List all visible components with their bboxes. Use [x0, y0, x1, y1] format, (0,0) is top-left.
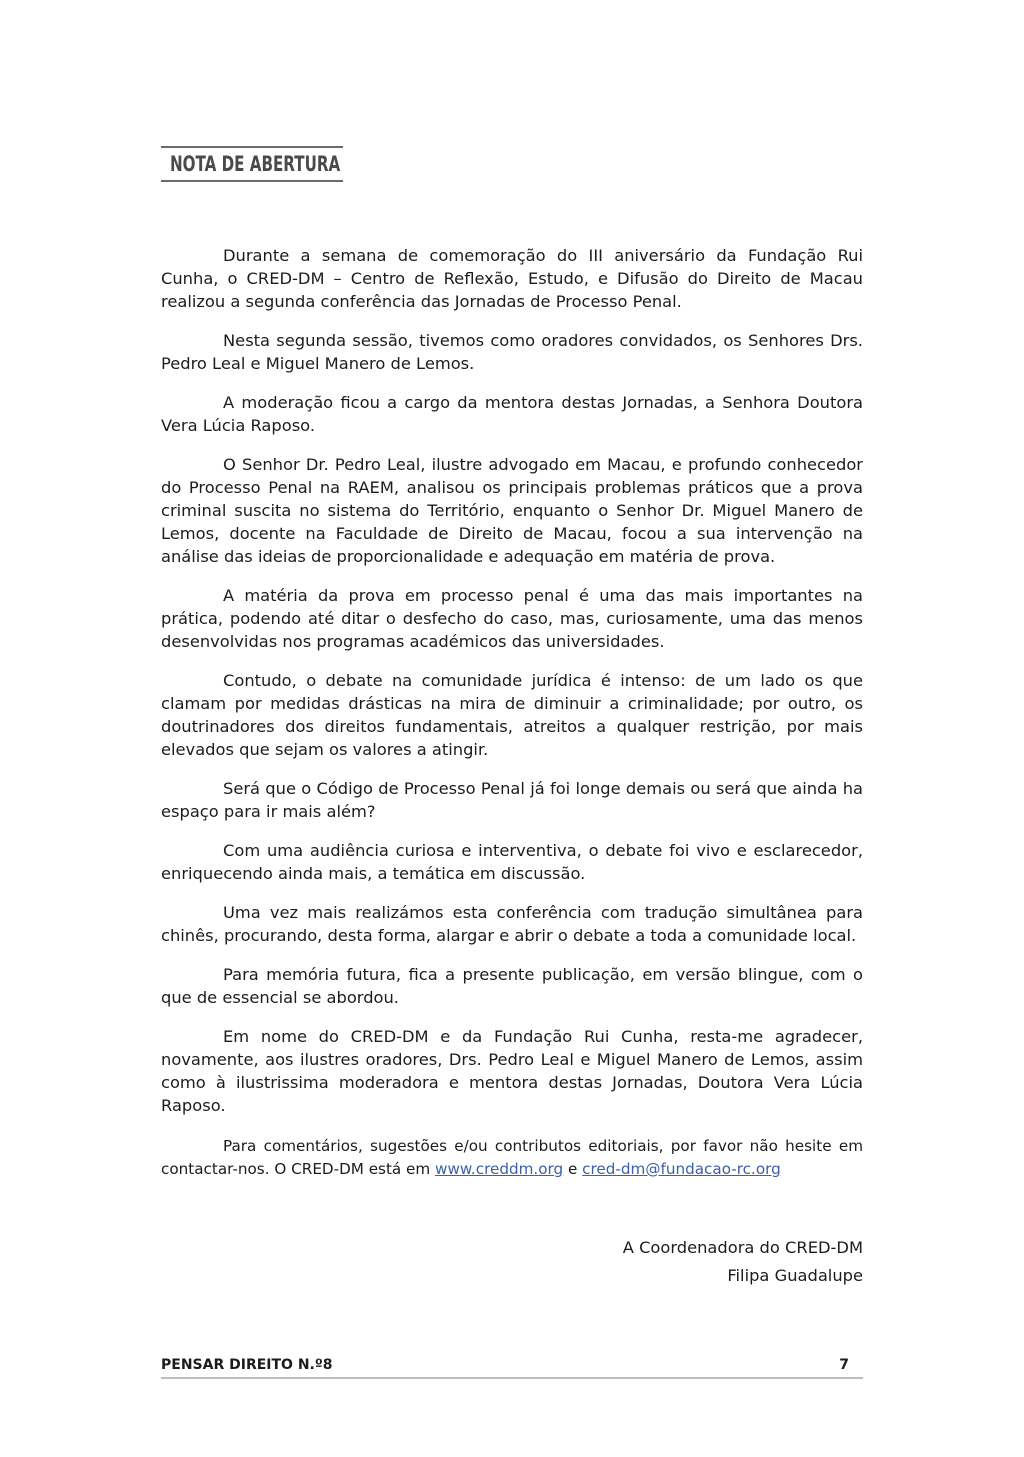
page-footer: [161, 1355, 863, 1379]
paragraph-6: Contudo, o debate na comunidade jurídica é intenso: de um lado os que clamam por medidas drásticas na mira de diminuir a criminalidade; por outro, os doutrinadores dos direitos fundamentais, atreitos a qualquer restrição, por mais elevados que sejam os valores a atingir.: [161, 671, 863, 759]
paragraph-3: A moderação ficou a cargo da mentora destas Jornadas, a Senhora Doutora Vera Lúcia Raposo.: [161, 393, 863, 435]
email-link[interactable]: cred-dm@fundacao-rc.org: [582, 1160, 781, 1178]
paragraph-5: A matéria da prova em processo penal é uma das mais importantes na prática, podendo até ditar o desfecho do caso, mas, curiosamente, uma das menos desenvolvidas nos programas académicos das universidades.: [161, 586, 863, 651]
paragraph-10: Para memória futura, fica a presente publicação, em versão blingue, com o que de essencial se abordou.: [161, 965, 863, 1007]
paragraph-7: Será que o Código de Processo Penal já foi longe demais ou será que ainda ha espaço para ir mais além?: [161, 779, 863, 821]
paragraph-9: Uma vez mais realizámos esta conferência com tradução simultânea para chinês, procurando, desta forma, alargar e abrir o debate a toda a comunidade local.: [161, 903, 863, 945]
paragraph-4: O Senhor Dr. Pedro Leal, ilustre advogado em Macau, e profundo conhecedor do Processo Penal na RAEM, analisou os principais problemas práticos que a prova criminal suscita no sistema do Território, enquanto o Senhor Dr. Miguel Manero de Lemos, docente na Faculdade de Direito de Macau, focou a sua intervenção na análise das ideias de proporcionalidade e adequação em matéria de prova.: [161, 455, 863, 566]
publication-name: PENSAR DIREITO N.º8: [161, 1357, 333, 1373]
page-number: 7: [839, 1357, 849, 1373]
paragraph-1: Durante a semana de comemoração do III aniversário da Fundação Rui Cunha, o CRED-DM – Centro de Reflexão, Estudo, e Difusão do Direito de Macau realizou a segunda conferência das Jornadas de Processo Penal.: [161, 246, 863, 311]
contact-paragraph: [161, 1135, 863, 1181]
section-title-frame: [161, 146, 343, 182]
signature-block: [623, 1234, 863, 1290]
paragraph-2: Nesta segunda sessão, tivemos como oradores convidados, os Senhores Drs. Pedro Leal e Miguel Manero de Lemos.: [161, 331, 863, 373]
section-title: NOTA DE ABERTURA: [170, 152, 341, 176]
contact-text-before: Para comentários, sugestões e/ou contributos editoriais, por favor não hesite em contactar-nos. O CRED-DM está em: [161, 1137, 863, 1178]
signature-role: A Coordenadora do CRED-DM: [622, 1238, 863, 1257]
contact-text-between: e: [563, 1160, 583, 1178]
website-link[interactable]: www.creddm.org: [435, 1160, 564, 1178]
paragraph-8: Com uma audiência curiosa e interventiva, o debate foi vivo e esclarecedor, enriquecendo ainda mais, a temática em discussão.: [161, 841, 863, 883]
article-body: [161, 244, 863, 1197]
signature-name: Filipa Guadalupe: [727, 1266, 863, 1285]
paragraph-11: Em nome do CRED-DM e da Fundação Rui Cunha, resta-me agradecer, novamente, aos ilustres oradores, Drs. Pedro Leal e Miguel Manero de Lemos, assim como à ilustrissima moderadora e mentora destas Jornadas, Doutora Vera Lúcia Raposo.: [161, 1027, 863, 1115]
